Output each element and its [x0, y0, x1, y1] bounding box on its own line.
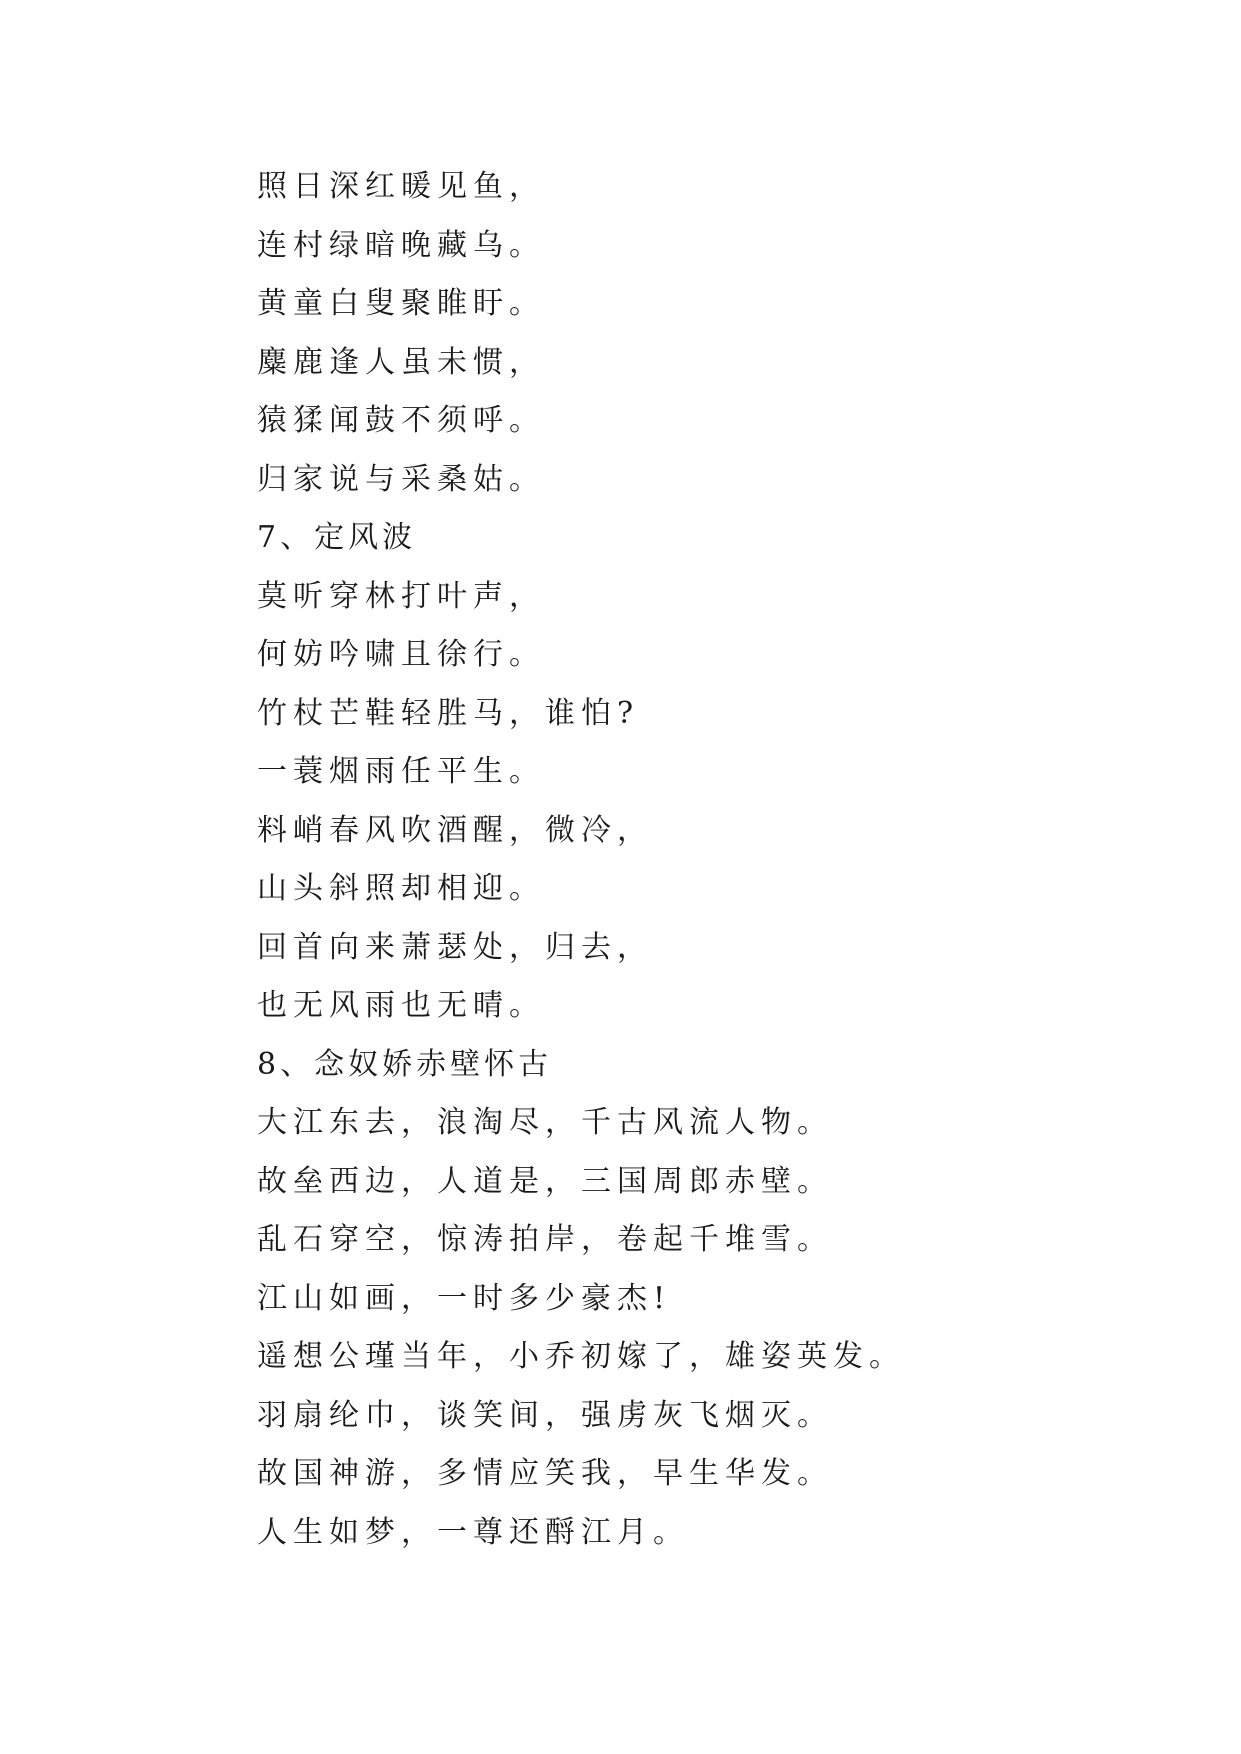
poem-line: 故垒西边，人道是，三国周郎赤壁。	[257, 1163, 833, 1199]
poem-heading: 8、念奴娇赤壁怀古	[257, 1046, 553, 1082]
poem-line: 照日深红暖见鱼，	[257, 169, 545, 204]
poem-line: 竹杖芒鞋轻胜马，谁怕?	[257, 695, 640, 731]
poem-line: 猿猱闻鼓不须呼。	[257, 403, 545, 438]
poem-line: 也无风雨也无晴。	[257, 988, 545, 1023]
poem-line: 何妨吟啸且徐行。	[257, 637, 545, 672]
poem-line: 羽扇纶巾，谈笑间，强虏灰飞烟灭。	[257, 1397, 833, 1433]
poem-text-block	[257, 158, 1197, 1562]
poem-line: 一蓑烟雨任平生。	[257, 754, 545, 789]
poem-line: 故国神游，多情应笑我，早生华发。	[257, 1456, 833, 1491]
poem-line: 乱石穿空，惊涛拍岸，卷起千堆雪。	[257, 1222, 833, 1257]
poem-heading: 7、定风波	[257, 520, 417, 555]
poem-line: 莫听穿林打叶声，	[257, 578, 545, 614]
poem-line: 大江东去，浪淘尽，千古风流人物。	[257, 1105, 833, 1140]
poem-line: 遥想公瑾当年，小乔初嫁了，雄姿英发。	[257, 1339, 905, 1374]
poem-line: 归家说与采桑姑。	[257, 461, 545, 497]
poem-line: 江山如画，一时多少豪杰!	[257, 1280, 672, 1316]
poem-line: 人生如梦，一尊还酹江月。	[257, 1514, 689, 1550]
poem-line: 山头斜照却相迎。	[257, 871, 545, 906]
poem-line: 料峭春风吹酒醒，微冷，	[257, 812, 653, 848]
poem-line: 黄童白叟聚睢盱。	[257, 286, 545, 321]
poem-line: 麋鹿逢人虽未惯，	[257, 344, 545, 380]
poem-line: 回首向来萧瑟处，归去，	[257, 929, 653, 965]
poem-line: 连村绿暗晚藏乌。	[257, 227, 545, 263]
